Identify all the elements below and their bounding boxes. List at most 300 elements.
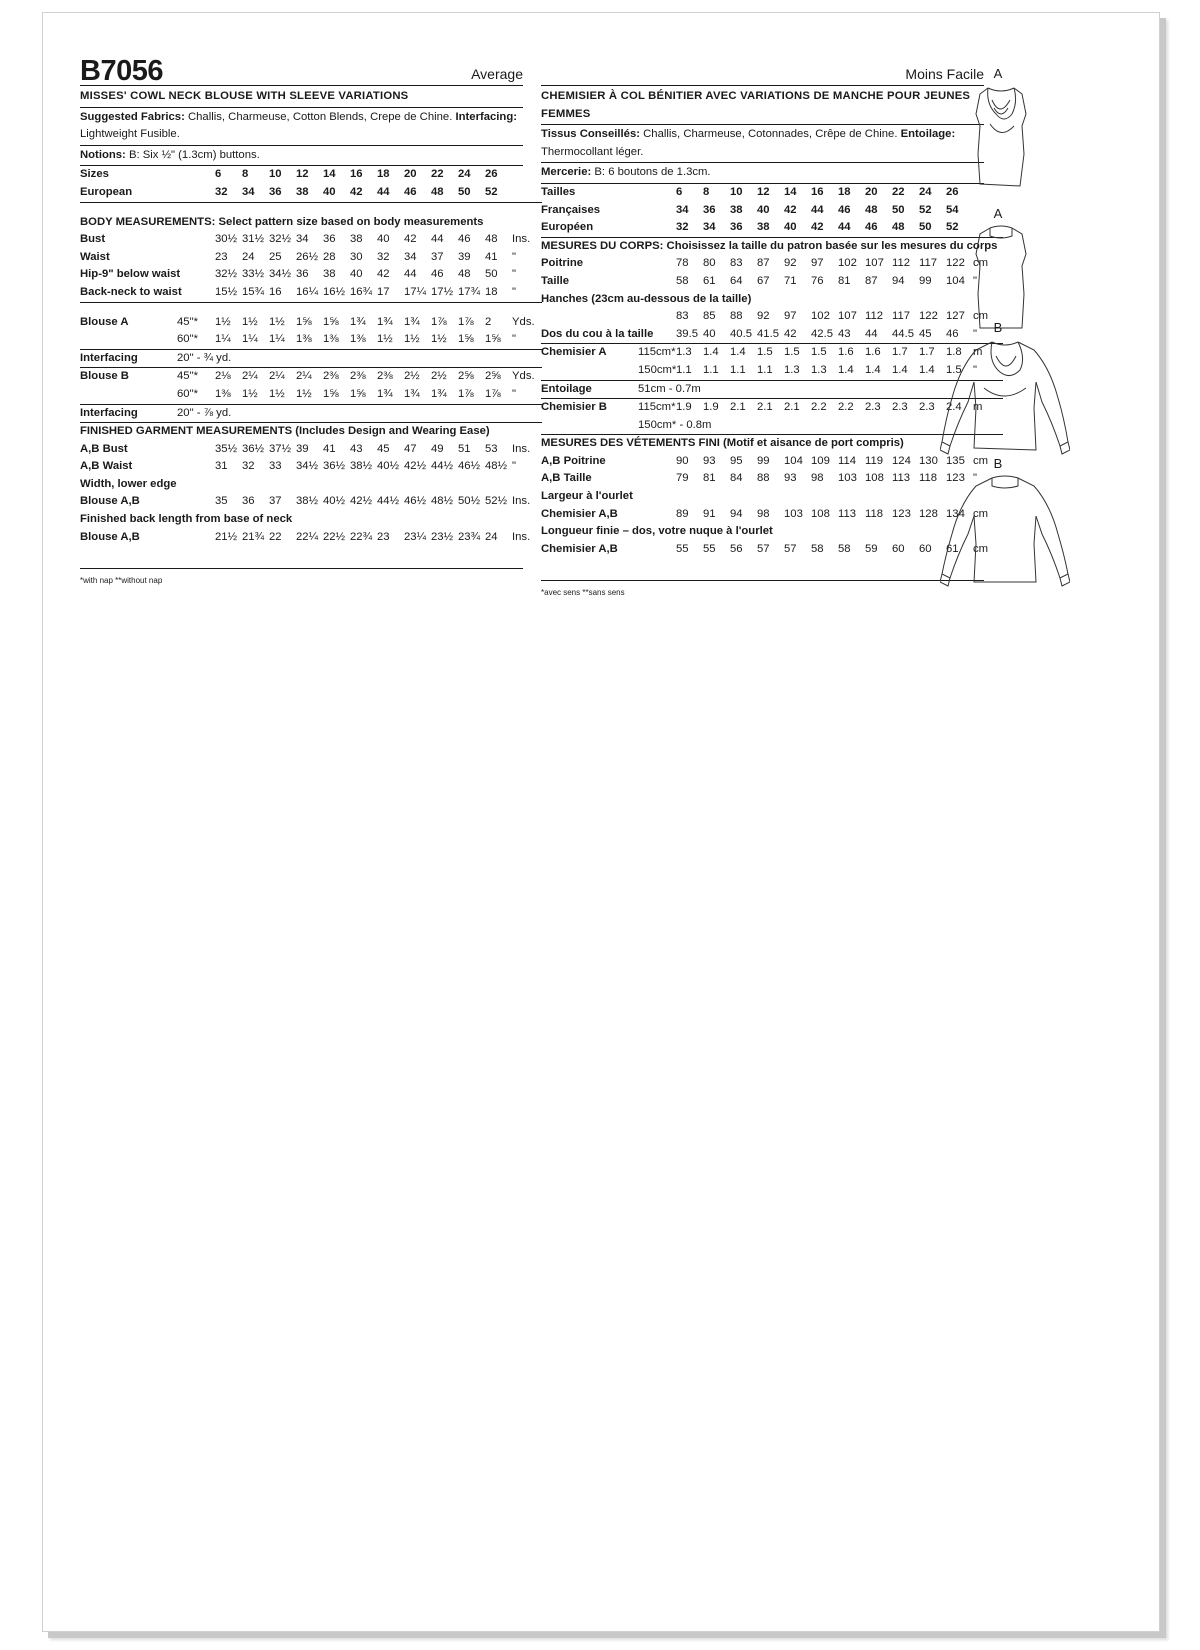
row-label: A,B Poitrine [541,454,606,467]
value-cell: 2⅝ [485,370,501,383]
unit-cell: " [512,250,517,263]
value-cell: 33½ [242,268,264,281]
row-label: Chemisier A,B [541,542,618,555]
table-row [541,291,1003,309]
value-cell: 80 [703,257,716,270]
value-cell: 60 [919,542,932,555]
value-cell: 57 [757,542,770,555]
unit-cell: Ins. [512,530,531,543]
unit-cell: " [512,331,542,349]
unit-cell: m [973,346,983,359]
width-cell [638,506,676,524]
value-cell: 2⅜ [377,370,393,383]
value-cell: 2¼ [296,370,312,383]
value-cell: 55 [703,542,716,555]
value-cell: 93 [703,454,716,467]
value-cell: 135 [946,454,965,467]
value-cell: 1.4 [730,346,746,359]
value-cell: 48 [892,219,919,237]
value-cell: 42.5 [811,326,838,344]
row-label: FINISHED GARMENT MEASUREMENTS (Includes Design and Wearing Ease) [80,425,490,438]
value-cell: 57 [784,542,797,555]
value-cell: 104 [946,274,965,287]
value-cell: 42 [377,268,390,281]
value-cell: 48 [485,233,498,246]
value-cell: 48 [865,203,878,216]
value-cell: 1⅞ [458,386,485,404]
view-label-a-back: A [993,206,1003,221]
value-cell: 45 [919,326,946,344]
row-label: Width, lower edge [80,477,177,490]
row-label: Finished back length from base of neck [80,513,293,526]
value-cell: 104 [784,454,803,467]
value-cell: 1⅝ [485,331,512,349]
value-cell: 34 [242,184,269,202]
value-cell: 36 [323,233,336,246]
value-cell: 1.4 [865,362,892,380]
width-cell [638,273,676,291]
unit-cell: m [973,401,983,414]
value-cell: 44 [865,326,892,344]
value-cell: 1¾ [350,315,366,328]
row-label: A,B Waist [80,460,133,473]
value-cell: 2½ [404,370,420,383]
value-cell: 1.5 [811,346,827,359]
width-cell [638,541,676,559]
width-cell [638,453,676,471]
value-cell: 87 [865,274,878,287]
value-cell: 79 [676,472,689,485]
value-cell: 44.5 [892,326,919,344]
value-cell: 41 [323,442,336,455]
value-cell: 85 [703,310,716,323]
merged-value-cell: 20" - ⅞ yd. [177,404,542,423]
row-label: Blouse A [80,315,129,328]
table-row [541,255,1003,273]
row-label: Chemisier A,B [541,507,618,520]
spacer-cell [80,202,542,214]
value-cell: 18 [377,168,390,181]
value-cell: 48 [431,184,458,202]
value-cell: 1¾ [377,315,393,328]
value-cell: 92 [784,257,797,270]
table-row [541,506,1003,524]
fabrics-paragraph-fr [541,125,984,163]
unit-cell: " [973,274,978,287]
row-label: Hip-9" below waist [80,268,181,281]
value-cell: 89 [676,507,689,520]
table-row [541,523,1003,541]
value-cell: 1¾ [404,386,431,404]
value-cell: 44½ [431,460,453,473]
value-cell: 108 [865,472,884,485]
value-cell: 107 [865,257,884,270]
value-cell: 58 [838,542,851,555]
value-cell: 98 [811,472,824,485]
row-label: Poitrine [541,257,584,270]
value-cell: 17¼ [404,284,431,302]
value-cell: 1½ [269,315,285,328]
value-cell: 44 [838,219,865,237]
row-label: Tailles [541,185,576,198]
value-cell: 1½ [242,386,269,404]
table-row [80,511,542,529]
width-cell [638,308,676,326]
value-cell: 16½ [323,284,350,302]
value-cell: 1.3 [811,362,838,380]
value-cell: 31 [215,460,228,473]
value-cell: 87 [757,257,770,270]
value-cell: 33 [269,460,282,473]
value-cell: 97 [811,257,824,270]
value-cell: 1¼ [215,331,242,349]
table-row [541,453,1003,471]
size-chart-table [80,166,542,546]
value-cell: 1.1 [730,362,757,380]
width-cell: 45"* [177,315,198,328]
row-label: Largeur à l'ourlet [541,490,633,503]
value-cell: 58 [676,274,689,287]
width-cell [177,249,215,267]
value-cell: 49 [431,442,444,455]
table-row [541,488,1003,506]
value-cell: 95 [730,454,743,467]
value-cell: 1⅝ [323,386,350,404]
table-row [80,331,542,349]
value-cell: 53 [485,442,498,455]
value-cell: 48 [458,268,471,281]
notions-label: Notions: [80,148,126,161]
value-cell: 114 [838,454,857,467]
value-cell: 1⅝ [350,386,377,404]
value-cell: 98 [757,507,770,520]
value-cell: 46 [404,184,431,202]
value-cell: 10 [730,185,743,198]
value-cell: 38½ [350,460,372,473]
width-cell: 115cm* [638,346,676,359]
value-cell: 1½ [215,315,231,328]
value-cell: 44 [811,203,824,216]
value-cell: 50 [458,184,485,202]
row-label [541,308,638,326]
width-cell [177,284,215,302]
value-cell: 12 [296,168,309,181]
row-label: European [80,184,177,202]
value-cell: 39 [458,250,471,263]
value-cell: 109 [811,454,830,467]
value-cell: 38 [730,203,743,216]
value-cell: 1.3 [784,362,811,380]
value-cell: 2.4 [946,401,962,414]
row-label: Back-neck to waist [80,284,177,302]
value-cell: 81 [703,472,716,485]
value-cell: 32 [377,250,390,263]
value-cell: 23 [215,250,228,263]
unit-cell [512,184,542,202]
value-cell: 16 [269,284,296,302]
value-cell: 2⅝ [458,370,474,383]
row-label: Blouse B [80,370,129,383]
value-cell: 52 [919,203,932,216]
value-cell: 42½ [404,460,426,473]
value-cell: 1.7 [892,346,908,359]
value-cell: 99 [919,274,932,287]
row-label: Taille [541,274,570,287]
value-cell: 94 [892,274,905,287]
blouse-b-front-sketch [940,338,1070,468]
pattern-code: B7056 [80,55,163,87]
fabrics-text-fr: Challis, Charmeuse, Cotonnades, Crêpe de Chine. [643,128,898,141]
value-cell: 37 [269,495,282,508]
value-cell: 36 [703,203,716,216]
value-cell: 1.9 [703,401,719,414]
value-cell: 40 [757,203,770,216]
value-cell: 39.5 [676,326,703,344]
row-label: Longueur finie – dos, votre nuque à l'ourlet [541,525,773,538]
unit-cell: " [973,472,978,485]
value-cell: 41.5 [757,326,784,344]
table-row [541,237,1003,255]
row-label: Chemisier A [541,346,607,359]
value-cell: 17½ [431,284,458,302]
table-row [80,302,542,314]
value-cell: 91 [703,507,716,520]
table-row [541,435,1003,453]
width-cell [177,184,215,202]
value-cell: 36 [242,495,255,508]
value-cell: 88 [757,472,770,485]
value-cell: 83 [676,310,689,323]
value-cell: 32 [242,460,255,473]
value-cell: 22 [892,185,905,198]
value-cell: 46 [458,233,471,246]
unit-cell: Yds. [512,315,535,328]
row-label: Waist [80,250,110,263]
value-cell: 22½ [323,530,345,543]
value-cell: 1.5 [784,346,800,359]
width-cell [638,202,676,220]
table-row [80,349,542,368]
value-cell: 39 [296,442,309,455]
value-cell: 2⅜ [350,370,366,383]
table-row [80,202,542,214]
value-cell: 78 [676,257,689,270]
value-cell: 112 [892,257,911,270]
value-cell: 18 [485,284,512,302]
value-cell: 31½ [242,233,264,246]
value-cell: 42 [784,203,797,216]
value-cell: 1¾ [431,386,458,404]
table-row [80,493,542,511]
table-row [80,458,542,476]
table-row [541,470,1003,488]
value-cell: 56 [730,542,743,555]
merged-value-cell: 20" - ¾ yd. [177,349,542,368]
value-cell: 59 [865,542,878,555]
value-cell: 2.3 [919,401,935,414]
unit-cell: Ins. [512,495,531,508]
value-cell: 34 [703,219,730,237]
table-row [80,423,542,441]
unit-cell: cm [973,542,989,555]
value-cell: 64 [730,274,743,287]
value-cell: 34 [676,203,689,216]
value-cell: 113 [838,507,857,520]
row-label: Sizes [80,168,109,181]
interfacing-label-fr: Entoilage: [900,128,956,141]
value-cell: 41 [485,250,498,263]
value-cell: 103 [838,472,857,485]
value-cell: 2.3 [865,401,881,414]
value-cell: 40 [323,184,350,202]
width-cell [177,493,215,511]
value-cell: 21½ [215,530,237,543]
row-label [80,386,177,404]
value-cell: 32½ [269,233,291,246]
value-cell: 93 [784,472,797,485]
value-cell: 40 [350,268,363,281]
value-cell: 127 [946,310,965,323]
value-cell: 84 [730,472,743,485]
value-cell: 130 [919,454,938,467]
value-cell: 38 [350,233,363,246]
value-cell: 40 [703,326,730,344]
merged-value-cell: 150cm* - 0.8m [638,417,1003,435]
table-row [541,417,1003,435]
value-cell: 44 [404,268,417,281]
value-cell: 44 [377,184,404,202]
value-cell: 36½ [323,460,345,473]
table-row [541,380,1003,399]
row-label: Européen [541,219,638,237]
value-cell: 50 [485,268,498,281]
table-row [80,476,542,494]
value-cell: 40.5 [730,326,757,344]
table-row [541,344,1003,362]
value-cell: 30 [350,250,363,263]
footnote-fr: *avec sens **sans sens [541,580,984,602]
value-cell: 103 [784,507,803,520]
value-cell: 58 [811,542,824,555]
value-cell: 8 [242,168,249,181]
value-cell: 1.5 [946,362,973,380]
fabrics-text: Challis, Charmeuse, Cotton Blends, Crepe de Chine. [187,110,453,123]
value-cell: 2⅛ [215,370,231,383]
value-cell: 1.1 [757,362,784,380]
notions-label-fr: Mercerie: [541,166,592,179]
unit-cell: " [512,460,517,473]
value-cell: 1.3 [676,346,692,359]
footnote: *with nap **without nap [80,568,523,590]
value-cell: 36 [730,219,757,237]
value-cell: 1⅜ [323,331,350,349]
row-label: Bust [80,233,106,246]
value-cell: 2.3 [892,401,908,414]
value-cell: 1.9 [676,401,692,414]
value-cell: 38½ [296,495,318,508]
unit-cell [512,166,542,184]
value-cell: 18 [838,185,851,198]
size-chart-table-fr [541,184,1003,558]
value-cell: 1.4 [919,362,946,380]
value-cell: 42 [404,233,417,246]
value-cell: 1⅞ [431,315,447,328]
table-row [80,266,542,284]
table-row [541,308,1003,326]
row-label: BODY MEASUREMENTS: Select pattern size based on body measurements [80,215,484,228]
value-cell: 12 [757,185,770,198]
value-cell: 124 [892,454,911,467]
value-cell: 1½ [431,331,458,349]
value-cell: 2.2 [811,401,827,414]
value-cell: 37½ [269,442,291,455]
value-cell: 46 [946,326,973,344]
french-column [541,53,998,602]
value-cell: 25 [269,250,282,263]
value-cell: 16 [811,185,824,198]
value-cell: 15¾ [242,284,269,302]
value-cell: 52½ [485,495,507,508]
value-cell: 1⅜ [296,331,323,349]
value-cell: 1¼ [269,331,296,349]
table-row [541,184,1003,202]
value-cell: 23 [377,530,390,543]
value-cell: 36½ [242,442,264,455]
value-cell: 1.8 [946,346,962,359]
width-cell: 45"* [177,370,198,383]
unit-cell: " [973,362,1003,380]
value-cell: 35 [215,495,228,508]
value-cell: 117 [892,310,911,323]
value-cell: 23¼ [404,530,426,543]
value-cell: 134 [946,507,965,520]
value-cell: 1.6 [865,346,881,359]
value-cell: 44½ [377,495,399,508]
value-cell: 61 [946,542,959,555]
unit-cell: " [512,268,517,281]
value-cell: 50½ [458,495,480,508]
value-cell: 1⅝ [296,315,312,328]
value-cell: 52 [485,184,512,202]
width-cell: 60"* [177,386,215,404]
value-cell: 2.1 [730,401,746,414]
unit-cell: Ins. [512,233,531,246]
row-label: Hanches (23cm au-dessous de la taille) [541,292,752,305]
value-cell: 46½ [404,495,426,508]
value-cell: 102 [838,257,857,270]
interfacing-text: Lightweight Fusible. [80,128,180,141]
value-cell: 83 [730,257,743,270]
value-cell: 22 [431,168,444,181]
value-cell: 48½ [485,460,507,473]
value-cell: 44 [431,233,444,246]
value-cell: 2.1 [757,401,773,414]
value-cell: 107 [838,310,857,323]
value-cell: 50 [892,203,905,216]
value-cell: 8 [703,185,710,198]
value-cell: 2 [485,315,492,328]
value-cell: 1.1 [676,362,703,380]
value-cell: 16¾ [350,284,377,302]
row-label: Chemisier B [541,401,607,414]
value-cell: 20 [865,185,878,198]
value-cell: 1.4 [892,362,919,380]
value-cell: 42 [784,326,811,344]
pattern-title: MISSES' COWL NECK BLOUSE WITH SLEEVE VARIATIONS [80,86,523,108]
value-cell: 38 [323,268,336,281]
value-cell: 108 [811,507,830,520]
row-label: MESURES DU CORPS: Choisissez la taille du patron basée sur les mesures du corps [541,239,998,252]
